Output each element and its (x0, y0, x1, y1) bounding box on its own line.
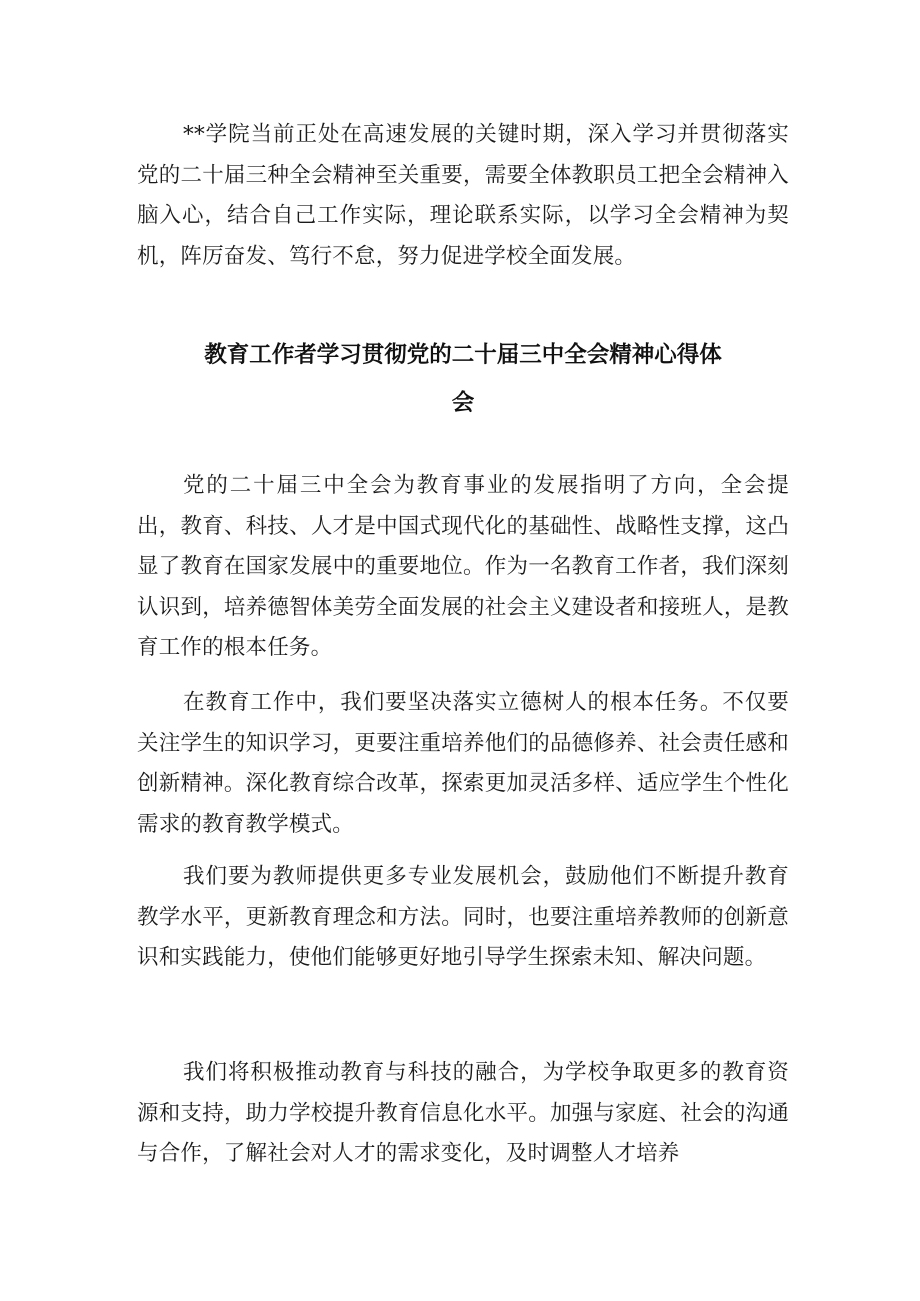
article-title-line-1: 教育工作者学习贯彻党的二十届三中全会精神心得体 (204, 342, 722, 368)
body-paragraph-2: 在教育工作中，我们要坚决落实立德树人的根本任务。不仅要关注学生的知识学习，更要注重培养他们的品德修养、社会责任感和创新精神。深化教育综合改革，探索更加灵活多样、适应学生个性化需求的教育教学模式。 (137, 690, 789, 837)
body-paragraph-4: 我们将积极推动教育与科技的融合，为学校争取更多的教育资源和支持，助力学校提升教育信息化水平。加强与家庭、社会的沟通与合作，了解社会对人才的需求变化，及时调整人才培养 (137, 1060, 789, 1167)
body-paragraph-1: 党的二十届三中全会为教育事业的发展指明了方向，全会提出，教育、科技、人才是中国式现代化的基础性、战略性支撑，这凸显了教育在国家发展中的重要地位。作为一名教育工作者，我们深刻认识到，培养德智体美劳全面发展的社会主义建设者和接班人，是教育工作的根本任务。 (137, 473, 789, 661)
article-title-line-2: 会 (451, 390, 475, 416)
article-title (137, 331, 789, 427)
intro-paragraph: **学院当前正处在高速发展的关键时期，深入学习并贯彻落实党的二十届三种全会精神至关重要，需要全体教职员工把全会精神入脑入心，结合自己工作实际，理论联系实际，以学习全会精神为契机，阵厉奋发、笃行不怠，努力促进学校全面发展。 (137, 122, 789, 269)
body-paragraph-3: 我们要为教师提供更多专业发展机会，鼓励他们不断提升教育教学水平，更新教育理念和方法。同时，也要注重培养教师的创新意识和实践能力，使他们能够更好地引导学生探索未知、解决问题。 (137, 864, 789, 971)
